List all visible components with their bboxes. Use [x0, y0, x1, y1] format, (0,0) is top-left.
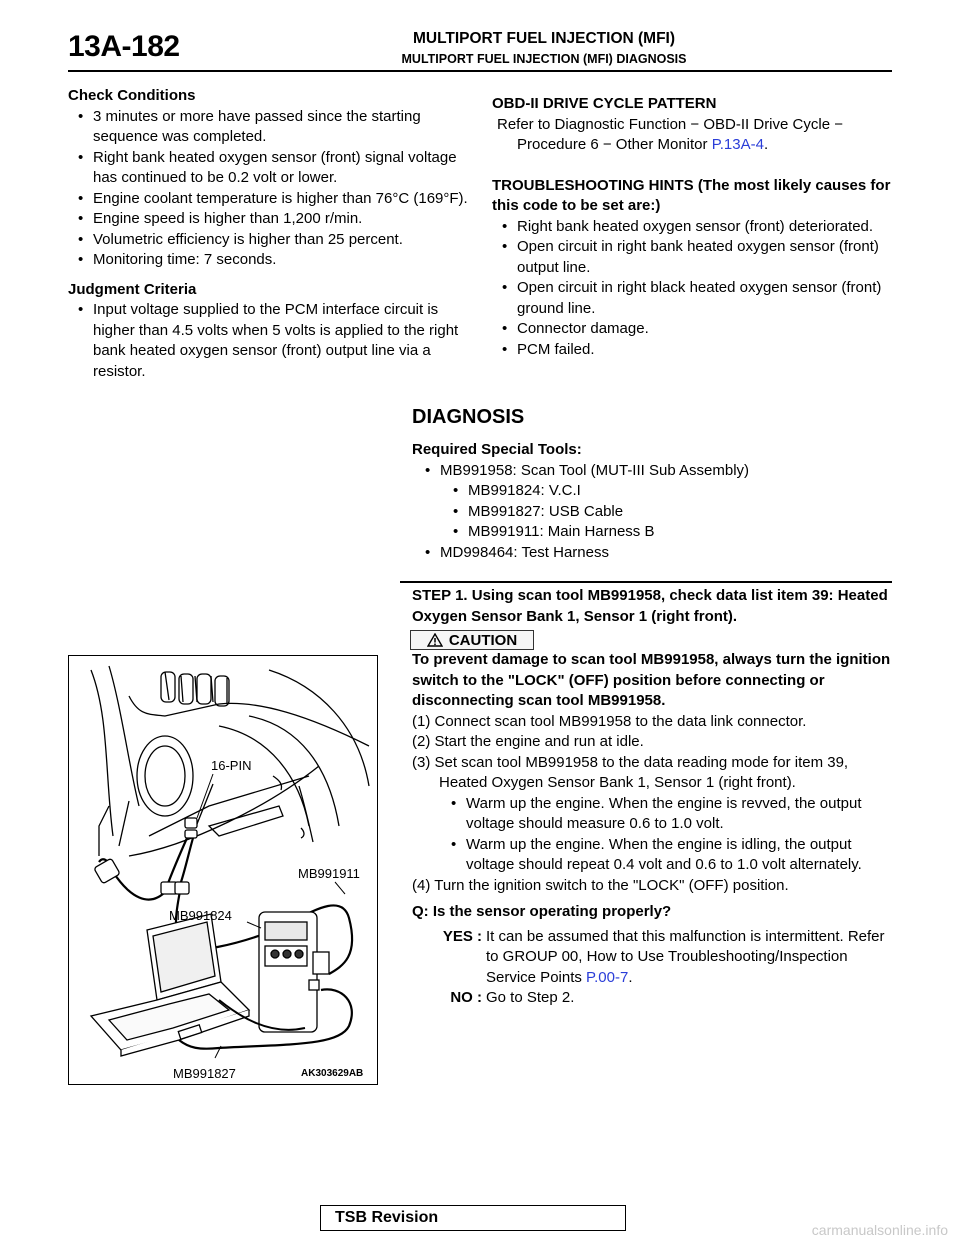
obd-heading: OBD-II DRIVE CYCLE PATTERN — [492, 95, 717, 112]
header-rule — [68, 70, 892, 72]
list-item: • MB991827: USB Cable — [468, 502, 892, 523]
label-16-pin: 16-PIN — [211, 758, 252, 773]
list-item: • Connector damage. — [517, 319, 896, 340]
list-item: • MB991824: V.C.I — [468, 481, 892, 502]
step-item: (3) Set scan tool MB991958 to the data reading mode for item 39, Heated Oxygen Sensor Bank 1, Sensor 1 (right front). — [412, 753, 849, 791]
list-item: • MB991958: Scan Tool (MUT-III Sub Assembly) • MB991824: V.C.I • MB991827: USB Cable • MB991911: Main Harness B — [440, 461, 892, 543]
caution-text: To prevent damage to scan tool MB991958, always turn the ignition switch to the "LOCK" (OFF) position before connecting or disconnecting scan tool MB991958. — [412, 651, 891, 709]
page-number: 13A-182 — [68, 30, 180, 63]
yes-answer — [434, 927, 898, 989]
list-item: • MD998464: Test Harness — [440, 543, 892, 564]
judgment-heading: Judgment Criteria — [68, 280, 197, 298]
watermark: carmanualsonline.info — [811, 1222, 948, 1238]
check-conditions-heading: Check Conditions — [68, 87, 196, 104]
step-item: (4) Turn the ignition switch to the "LOCK" (OFF) position. — [412, 876, 789, 894]
list-item: • Engine coolant temperature is higher than 76°C (169°F). — [93, 189, 468, 210]
connection-illustration — [69, 656, 376, 1083]
caution-badge — [410, 630, 534, 650]
list-item: • Monitoring time: 7 seconds. — [93, 250, 468, 271]
right-column — [492, 94, 896, 360]
list-item: • Engine speed is higher than 1,200 r/min. — [93, 209, 468, 230]
list-item: • MB991911: Main Harness B — [468, 522, 892, 543]
tools-list — [412, 461, 892, 564]
label-mb991824: MB991824 — [169, 908, 232, 923]
tsb-revision-box: TSB Revision — [320, 1205, 626, 1231]
hints-heading: TROUBLESHOOTING HINTS (The most likely causes for this code to be set are:) — [492, 176, 891, 214]
warning-icon — [427, 633, 443, 647]
step1-body — [412, 650, 898, 1009]
tools-sublist — [440, 481, 892, 543]
list-item: • Volumetric efficiency is higher than 25 percent. — [93, 230, 468, 251]
yes-link[interactable]: P.00-7 — [586, 968, 629, 986]
scan-tool-connection-figure — [68, 655, 378, 1085]
no-text: Go to Step 2. — [486, 989, 575, 1006]
question: Q: Is the sensor operating properly? — [412, 903, 672, 920]
diagnosis-heading: DIAGNOSIS — [412, 406, 525, 428]
label-mb991827: MB991827 — [173, 1066, 236, 1081]
step-rule — [400, 581, 892, 583]
step1-heading: STEP 1. Using scan tool MB991958, check data list item 39: Heated Oxygen Sensor Bank 1, Sensor 1 (right front). — [412, 587, 888, 625]
judgment-list — [68, 300, 468, 382]
no-label: NO : — [450, 989, 482, 1006]
yes-label: YES : — [442, 927, 482, 945]
step-item: (2) Start the engine and run at idle. — [412, 733, 644, 750]
list-item: • Right bank heated oxygen sensor (front) signal voltage has continued to be 0.2 volt or lower. — [93, 148, 468, 189]
list-item: • Warm up the engine. When the engine is revved, the output voltage should measure 0.6 to 1.0 volt. — [466, 794, 898, 835]
obd-link[interactable]: P.13A-4 — [711, 136, 764, 153]
list-item: • 3 minutes or more have passed since the starting sequence was completed. — [93, 107, 468, 148]
section-subtitle: MULTIPORT FUEL INJECTION (MFI) DIAGNOSIS — [401, 52, 687, 66]
step-item: (1) Connect scan tool MB991958 to the data link connector. — [412, 712, 807, 730]
figure-code: AK303629AB — [301, 1068, 364, 1079]
list-item: • Input voltage supplied to the PCM interface circuit is higher than 4.5 volts when 5 volts is applied to the right bank heated oxygen sensor (front) output line via a resistor. — [93, 300, 468, 382]
yes-text: It can be assumed that this malfunction is intermittent. Refer to GROUP 00, How to Use Troubleshooting/Inspection Service Points P.00-7. — [486, 927, 885, 986]
section-title: MULTIPORT FUEL INJECTION (MFI) — [412, 30, 676, 47]
left-column — [68, 86, 468, 382]
obd-text: Refer to Diagnostic Function − OBD-II Drive Cycle − Procedure 6 − Other Monitor P.13A-4. — [497, 115, 843, 153]
caution-label: CAUTION — [448, 631, 518, 649]
tools-block — [412, 440, 892, 563]
list-item: • PCM failed. — [517, 340, 896, 361]
label-mb991911: MB991911 — [298, 866, 360, 881]
list-item: • Right bank heated oxygen sensor (front) deteriorated. — [517, 217, 896, 238]
check-conditions-list — [68, 107, 468, 271]
list-item: • Open circuit in right black heated oxygen sensor (front) ground line. — [517, 278, 896, 319]
tools-heading: Required Special Tools: — [412, 441, 582, 458]
hints-list — [492, 217, 896, 361]
list-item: • Open circuit in right bank heated oxygen sensor (front) output line. — [517, 237, 896, 278]
no-answer — [434, 988, 898, 1009]
list-item: • Warm up the engine. When the engine is idling, the output voltage should repeat 0.4 volt and 0.6 to 1.0 volt alternately. — [466, 835, 898, 876]
step3-bullets — [412, 794, 898, 876]
